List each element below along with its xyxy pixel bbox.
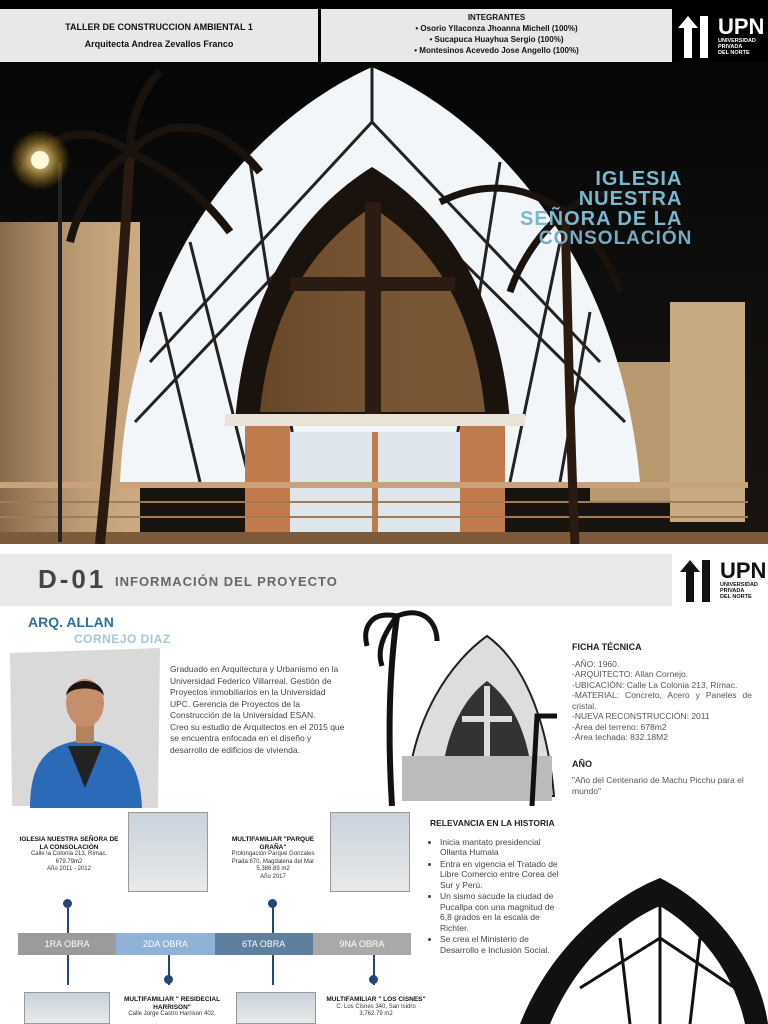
year-title: AÑO (572, 758, 592, 769)
obra-line: 3,762.79 m2 (359, 1011, 393, 1017)
logo-sub: UNIVERSIDAD (718, 38, 756, 44)
cover-title-line: NUESTRA (578, 188, 683, 210)
upn-arrow-icon (678, 12, 714, 60)
obra-line: Año 2011 - 2012 (47, 866, 91, 872)
logo-sub: PRIVADA (720, 588, 745, 594)
church-sketch (362, 606, 560, 806)
year-text: "Año del Centenario de Machu Picchu para el mundo" (572, 775, 744, 796)
cover-title-line: CONSOLACIÓN (538, 228, 693, 249)
member-item: • Osorio Yllaconza Jhoanna Michell (100%) (321, 23, 672, 34)
ficha-item: -NUEVA RECONSTRUCCIÓN: 2011 (572, 711, 710, 721)
timeline-item: 1RA OBRA (18, 933, 116, 955)
obra-line: Año 2017 (260, 873, 286, 880)
logo-name: UPN (720, 558, 767, 583)
obra-line: 679.79m2 (55, 858, 83, 865)
obra-line: Prolongación Parque Gonzales Prada 870, Magdalena del Mar (231, 851, 315, 865)
obra-photo (236, 992, 316, 1024)
cover-title-line: SEÑORA DE LA (520, 208, 683, 230)
project-info-section (0, 544, 768, 1024)
bio-paragraph: Graduado en Arquitectura y Urbanismo en la Universidad Federico Villarreal. Gestión de Proyectos inmobiliarios en la Universidad UPC. Gerencia de Proyectos de la Construcción de la Universidad ESAN. (170, 664, 339, 720)
relevancia-item: • Entra en vigencia el Tratado de Libre Comercio entre Corea del Sur y Perú. (440, 859, 560, 891)
relevancia-item: • Se crea el Ministerio de Desarrollo e Inclusión Social. (440, 934, 560, 955)
obra-line: C. Los Cisnes 340, San Isidro (336, 1003, 416, 1010)
header (0, 0, 768, 62)
course-title: TALLER DE CONSTRUCCION AMBIENTAL 1 (65, 22, 253, 32)
obra-card (16, 836, 122, 874)
timeline-item: 6TA OBRA (215, 933, 313, 955)
timeline-dot (369, 975, 378, 984)
timeline-dot (164, 975, 173, 984)
obra-line: Calle la Colonia 213, Rímac. (30, 851, 108, 857)
relevancia-item: • Un sismo sacude la ciudad de Pucallpa con una magnitud de 6,8 grados en la escala de Richter. (440, 891, 560, 933)
ficha-item: -Área del terreno: 678m2 (572, 721, 667, 732)
timeline-item: 9NA OBRA (313, 933, 411, 955)
teacher-name: Arquitecta Andrea Zevallos Franco (84, 39, 234, 49)
church-illustration (0, 62, 768, 544)
member-item: • Sucapuca Huayhua Sergio (100%) (321, 34, 672, 45)
timeline-bar (18, 933, 411, 955)
ficha-item: -Área techada: 832.18M2 (572, 732, 668, 742)
section-code: D-01 (38, 564, 107, 594)
architect-portrait (10, 648, 160, 808)
members-box (321, 9, 672, 62)
architect-bio (170, 664, 345, 756)
bio-paragraph: Creo su estudio de Arquitectos en el 2015 que se encuentra enfocada en el diseño y desarrollo de edificios de vivienda. (170, 721, 345, 755)
obra-photo (330, 812, 410, 892)
ficha-item: -UBICACIÓN: Calle La Colonia 213, Rímac. (572, 679, 738, 690)
logo-sub: PRIVADA (718, 44, 743, 50)
architect-last-name: CORNEJO DIAZ (74, 632, 171, 646)
ficha-tecnica (572, 642, 752, 796)
ficha-item: -MATERIAL: Concreto, Acero y Paneles de cristal. (572, 690, 752, 711)
upn-logo-secondary (680, 556, 766, 604)
members-title: INTEGRANTES (467, 13, 526, 22)
ficha-item: -AÑO: 1960. (572, 658, 620, 669)
arch-sketch (520, 878, 768, 1024)
timeline-dot (63, 899, 72, 908)
section-band (0, 554, 672, 606)
relevancia-item: • Inicia mantato presidencial Ollanta Humala (440, 837, 560, 858)
ficha-title: FICHA TÉCNICA (572, 642, 642, 652)
obra-card (224, 836, 322, 881)
course-box (0, 9, 318, 62)
cover-title-line: IGLESIA (595, 168, 683, 190)
timeline-item: 2DA OBRA (116, 933, 214, 955)
obra-line: 5,386.89 m2 (256, 866, 290, 872)
obra-card (118, 996, 226, 1019)
architect-first-name: ARQ. ALLAN (28, 614, 114, 630)
logo-sub: UNIVERSIDAD (720, 582, 758, 588)
cover-title (520, 168, 693, 249)
obra-title: IGLESIA NUESTRA SEÑORA DE LA CONSOLACIÓN (19, 836, 119, 851)
obra-photo (128, 812, 208, 892)
section-heading: INFORMACIÓN DEL PROYECTO (115, 574, 338, 589)
timeline-connector (67, 955, 69, 985)
obra-title: MULTIFAMILIAR " RESIDECIAL HARRISON" (123, 996, 221, 1011)
logo-sub: DEL NORTE (720, 594, 752, 600)
upn-arrow-icon (680, 556, 716, 604)
obra-photo (24, 992, 110, 1024)
timeline-connector (67, 904, 69, 934)
upn-logo (678, 12, 764, 60)
logo-sub: DEL NORTE (718, 50, 750, 56)
obra-title: MULTIFAMILIAR " LOS CISNES" (326, 996, 426, 1003)
obra-line: Calle Jorge Castro Harrison 402, (128, 1011, 216, 1017)
obra-card (322, 996, 430, 1019)
ficha-item: -ARQUITECTO: Allan Cornejo. (572, 669, 689, 679)
relevancia-title: RELEVANCIA EN LA HISTORIA (430, 818, 555, 828)
timeline-connector (272, 955, 274, 985)
logo-name: UPN (718, 14, 765, 39)
timeline-dot (268, 899, 277, 908)
member-item: • Montesinos Acevedo Jose Angello (100%) (321, 45, 672, 56)
timeline-connector (272, 904, 274, 934)
church-photo (0, 62, 768, 544)
obra-title: MULTIFAMILIAR "PARQUE GRAÑA" (231, 836, 315, 851)
